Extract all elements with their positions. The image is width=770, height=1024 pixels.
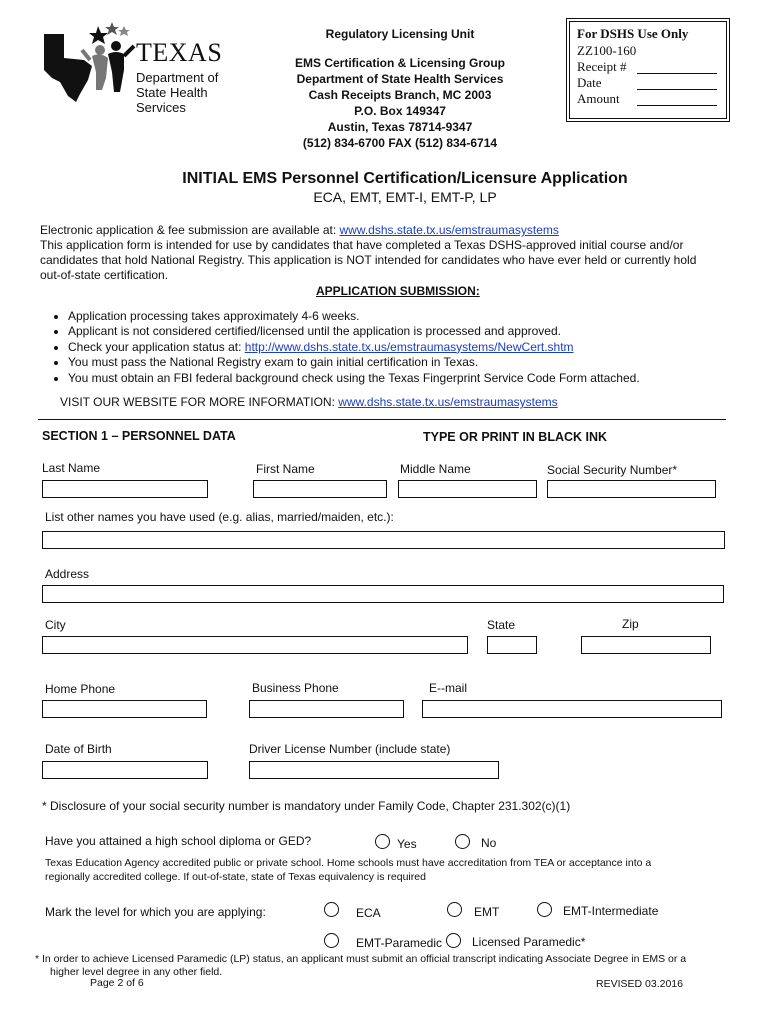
home-phone-field[interactable]: [42, 700, 207, 718]
logo-dshs: State Health Services: [136, 85, 208, 115]
dshs-box-receipt: Receipt #: [577, 59, 627, 74]
diploma-no-label: No: [481, 836, 497, 850]
eca-label: ECA: [356, 906, 381, 920]
other-names-field[interactable]: [42, 531, 725, 549]
visit-website-text: VISIT OUR WEBSITE FOR MORE INFORMATION:: [60, 395, 339, 409]
emt-paramedic-radio[interactable]: [324, 933, 339, 948]
texas-map-icon: [40, 20, 140, 106]
emt-radio[interactable]: [447, 902, 462, 917]
date-line: [637, 89, 717, 90]
email-label: E--mail: [429, 681, 467, 695]
emstrauma-link[interactable]: www.dshs.state.tx.us/emstraumasystems: [339, 223, 559, 237]
section1-heading: SECTION 1 – PERSONNEL DATA: [42, 429, 236, 443]
header-group: EMS Certification & Licensing Group: [294, 56, 506, 70]
intro-line4: out-of-state certification.: [40, 268, 169, 282]
header-pobox: P.O. Box 149347: [354, 104, 446, 118]
first-name-label: First Name: [256, 462, 315, 476]
lp-note-line2: higher level degree in any other field.: [50, 966, 223, 978]
ssn-label: Social Security Number*: [547, 463, 678, 477]
driver-license-field[interactable]: [249, 761, 499, 779]
last-name-field[interactable]: [42, 480, 208, 498]
amount-line: [637, 105, 717, 106]
emt-intermediate-label: EMT-Intermediate: [563, 904, 659, 918]
level-question: Mark the level for which you are applying:: [45, 905, 266, 919]
dshs-box-date: Date: [577, 75, 602, 90]
bullet-national-registry: • You must pass the National Registry exam to gain initial certification in Texas.: [68, 355, 740, 370]
section-divider: [38, 419, 726, 420]
zip-label: Zip: [622, 617, 639, 631]
bullet-not-certified: • Applicant is not considered certified/licensed until the application is processed and approved.: [68, 324, 740, 339]
other-names-label: List other names you have used (e.g. alias, married/maiden, etc.):: [45, 510, 394, 524]
intro-line3: candidates that hold National Registry. This application is NOT intended for candidates who have ever held or currently hold: [40, 253, 697, 267]
logo-dept: Department of: [136, 70, 219, 85]
address-label: Address: [45, 567, 90, 581]
home-phone-label: Home Phone: [45, 682, 116, 696]
bullet-check-status: [68, 340, 740, 355]
diploma-yes-label: Yes: [397, 837, 417, 851]
newcert-link[interactable]: http://www.dshs.state.tx.us/emstraumasystems/NewCert.shtm: [244, 339, 574, 354]
dshs-logo: [40, 20, 260, 115]
bullet-processing: • Application processing takes approximately 4-6 weeks.: [68, 309, 740, 324]
diploma-no-radio[interactable]: [455, 834, 470, 849]
address-field[interactable]: [42, 585, 724, 603]
dshs-box-code: ZZ100-160: [577, 43, 637, 58]
intro-electronic-text: Electronic application & fee submission are available at:: [40, 223, 340, 237]
visit-website: [60, 395, 558, 409]
middle-name-label: Middle Name: [400, 462, 471, 476]
first-name-field[interactable]: [253, 480, 387, 498]
licensed-paramedic-radio[interactable]: [446, 933, 461, 948]
bullet-fbi: • You must obtain an FBI federal background check using the Texas Fingerprint Service Code Form attached.: [68, 371, 740, 386]
state-field[interactable]: [487, 636, 537, 654]
header-branch: Cash Receipts Branch, MC 2003: [308, 88, 492, 102]
state-label: State: [487, 618, 516, 632]
business-phone-label: Business Phone: [252, 681, 339, 695]
ssn-disclosure-note: * Disclosure of your social security number is mandatory under Family Code, Chapter 231.302(c)(1): [42, 799, 571, 813]
submission-heading: APPLICATION SUBMISSION:: [316, 284, 480, 298]
tea-note-line1: Texas Education Agency accredited public or private school. Home schools must have accreditation from TEA or acceptance into a: [45, 857, 652, 869]
header-city: Austin, Texas 78714-9347: [327, 120, 473, 134]
tea-note-line2: regionally accredited college. If out-of-state, state of Texas equivalency is required: [45, 871, 426, 883]
dob-label: Date of Birth: [45, 742, 112, 756]
dob-field[interactable]: [42, 761, 208, 779]
bullet-check-status-text: Check your application status at:: [68, 339, 245, 354]
city-label: City: [45, 618, 66, 632]
eca-radio[interactable]: [324, 902, 339, 917]
website-link[interactable]: www.dshs.state.tx.us/emstraumasystems: [338, 395, 558, 409]
email-field[interactable]: [422, 700, 722, 718]
business-phone-field[interactable]: [249, 700, 404, 718]
emt-paramedic-label: EMT-Paramedic: [356, 936, 443, 950]
header-unit: Regulatory Licensing Unit: [325, 27, 475, 41]
diploma-question: Have you attained a high school diploma or GED?: [45, 834, 312, 848]
dshs-use-box: [566, 18, 730, 122]
header-phone: (512) 834-6700 FAX (512) 834-6714: [302, 136, 498, 150]
revised-date: REVISED 03.2016: [596, 978, 683, 990]
dshs-box-title: For DSHS Use Only: [577, 26, 689, 41]
emt-label: EMT: [474, 905, 500, 919]
ssn-field[interactable]: [547, 480, 716, 498]
page-number: Page 2 of 6: [90, 977, 144, 989]
intro-line2: This application form is intended for use by candidates that have completed a Texas DSHS-approved initial course and/or: [40, 238, 684, 252]
emt-intermediate-radio[interactable]: [537, 902, 552, 917]
middle-name-field[interactable]: [398, 480, 537, 498]
licensed-paramedic-label: Licensed Paramedic*: [472, 935, 586, 949]
zip-field[interactable]: [581, 636, 711, 654]
form-subtitle: ECA, EMT, EMT-I, EMT-P, LP: [313, 189, 497, 205]
intro-electronic: [40, 223, 559, 237]
header-dept: Department of State Health Services: [296, 72, 504, 86]
receipt-line: [637, 73, 717, 74]
lp-note-line1: * In order to achieve Licensed Paramedic (LP) status, an applicant must submit an official transcript indicating Associate Degree in EMS or a: [35, 953, 687, 965]
form-title: INITIAL EMS Personnel Certification/Licensure Application: [182, 170, 628, 187]
submission-list: [40, 309, 740, 386]
dshs-box-amount: Amount: [577, 91, 620, 106]
diploma-yes-radio[interactable]: [375, 834, 390, 849]
last-name-label: Last Name: [42, 461, 101, 475]
city-field[interactable]: [42, 636, 468, 654]
logo-texas: TEXAS: [136, 38, 223, 67]
ink-instruction: TYPE OR PRINT IN BLACK INK: [423, 430, 608, 444]
driver-license-label: Driver License Number (include state): [249, 742, 451, 756]
